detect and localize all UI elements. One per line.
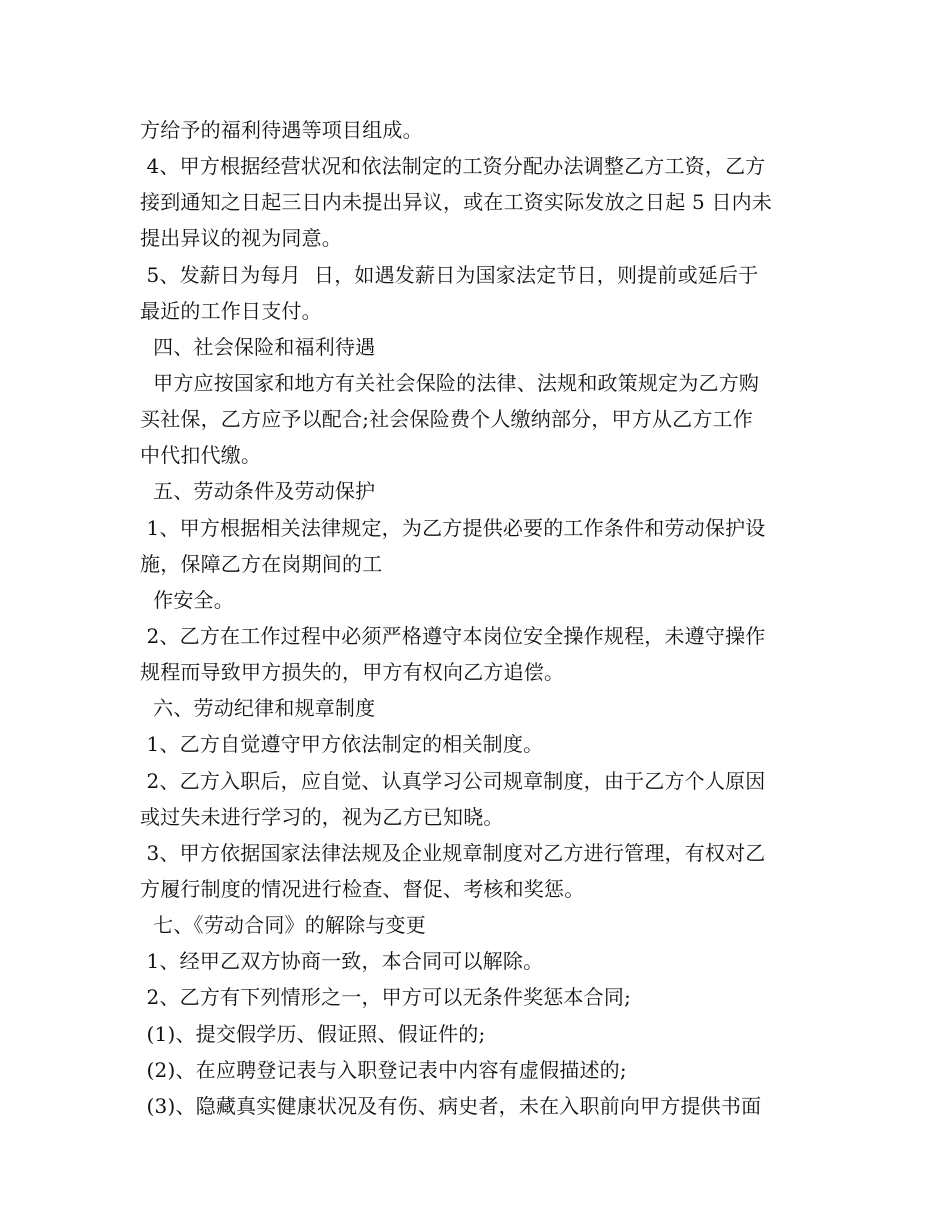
section-heading: 七、《劳动合同》的解除与变更: [140, 913, 426, 938]
text-line: 规程而导致甲方损失的，甲方有权向乙方追偿。: [140, 660, 565, 685]
text-line: 2、乙方有下列情形之一，甲方可以无条件奖惩本合同;: [140, 985, 632, 1010]
section-heading: 四、社会保险和福利待遇: [140, 334, 376, 359]
text-line: 1、乙方自觉遵守甲方依法制定的相关制度。: [140, 732, 544, 757]
section-heading: 五、劳动条件及劳动保护: [140, 479, 376, 504]
text-line: 1、甲方根据相关法律规定，为乙方提供必要的工作条件和劳动保护设: [140, 515, 766, 540]
text-line: 1、经甲乙双方协商一致，本合同可以解除。: [140, 949, 544, 974]
text-line: 甲方应按国家和地方有关社会保险的法律、法规和政策规定为乙方购: [140, 370, 760, 395]
list-item: (3)、隐藏真实健康状况及有伤、病史者，未在入职前向甲方提供书面: [140, 1093, 762, 1118]
text-line: 作安全。: [140, 587, 234, 612]
text-line: 方履行制度的情况进行检查、督促、考核和奖惩。: [140, 876, 585, 901]
text-line: 中代扣代缴。: [140, 443, 262, 468]
section-heading: 六、劳动纪律和规章制度: [140, 696, 376, 721]
list-item: (2)、在应聘登记表与入职登记表中内容有虚假描述的;: [140, 1057, 627, 1082]
text-line: 买社保，乙方应予以配合;社会保险费个人缴纳部分，甲方从乙方工作: [140, 407, 753, 432]
text-line: 施，保障乙方在岗期间的工: [140, 551, 383, 576]
text-line: 2、乙方在工作过程中必须严格遵守本岗位安全操作规程，未遵守操作: [140, 623, 766, 648]
text-line: 接到通知之日起三日内未提出异议，或在工资实际发放之日起 5 日内未: [140, 190, 773, 215]
text-line: 5、发薪日为每月 日，如遇发薪日为国家法定节日，则提前或延后于: [140, 262, 759, 287]
text-line: 最近的工作日支付。: [140, 298, 322, 323]
text-line: 2、乙方入职后，应自觉、认真学习公司规章制度，由于乙方个人原因: [140, 768, 766, 793]
text-line: 4、甲方根据经营状况和依法制定的工资分配办法调整乙方工资，乙方: [140, 154, 766, 179]
list-item: (1)、提交假学历、假证照、假证件的;: [140, 1021, 486, 1046]
text-line: 方给予的福利待遇等项目组成。: [140, 118, 423, 142]
document-body: [140, 112, 820, 1124]
text-line: 3、甲方依据国家法律法规及企业规章制度对乙方进行管理，有权对乙: [140, 840, 766, 865]
text-line: 提出异议的视为同意。: [140, 226, 342, 251]
text-line: 或过失未进行学习的，视为乙方已知晓。: [140, 804, 504, 829]
